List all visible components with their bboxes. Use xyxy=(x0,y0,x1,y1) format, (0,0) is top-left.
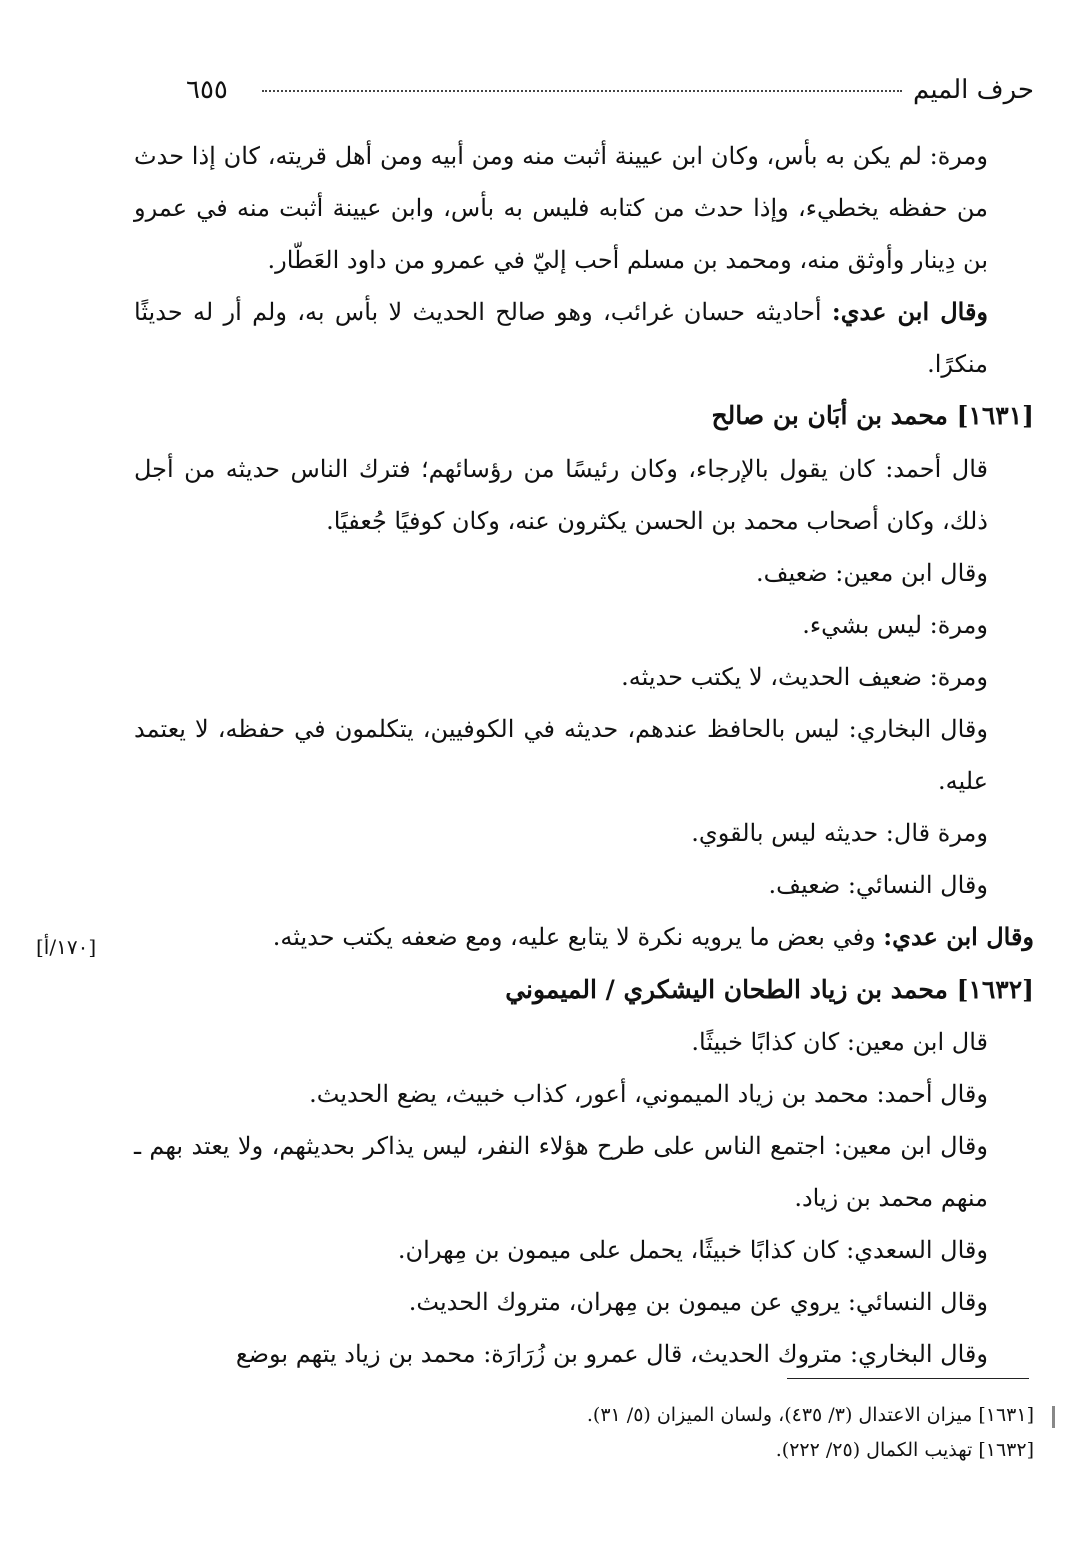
paragraph: ومرة: لم يكن به بأس، وكان ابن عيينة أثبت منه ومن أبيه ومن أهل قريته، كان إذا حدث من حفظه يخطيء، وإذا حدث من كتابه فليس به بأس، وابن عيينة أثبت منه في عمرو بن دِينار وأوثق منه، ومحمد بن مسلم أحب إليّ في عمرو من داود العَطّار. xyxy=(134,142,988,275)
paragraph: وقال أحمد: محمد بن زياد الميموني، أعور، كذاب خبيث، يضع الحديث. xyxy=(309,1079,988,1108)
paragraph: وقال النسائي: يروي عن ميمون بن مِهران، متروك الحديث. xyxy=(408,1288,988,1317)
footnote: [١٦٣١] ميزان الاعتدال (٣/ ٤٣٥)، ولسان الميزان (٥/ ٣١). xyxy=(586,1404,1034,1426)
paragraph: قال ابن معين: كان كذابًا خبيثًا. xyxy=(691,1027,988,1056)
paragraph: ومرة: ضعيف الحديث، لا يكتب حديثه. xyxy=(621,662,988,691)
scan-artifact xyxy=(1052,1406,1055,1428)
paragraph: وقال البخاري: ليس بالحافظ عندهم، حديثه في الكوفيين، يتكلمون في حفظه، لا يعتمد عليه. xyxy=(134,715,988,796)
paragraph: ومرة: ليس بشيء. xyxy=(802,610,988,639)
paragraph: وقال البخاري: متروك الحديث، قال عمرو بن زُرَارَة: محمد بن زياد يتهم بوضع xyxy=(235,1340,988,1369)
paragraph: وقال السعدي: كان كذابًا خبيثًا، يحمل على ميمون بن مِهران. xyxy=(397,1235,988,1264)
footnote: [١٦٣٢] تهذيب الكمال (٢٥/ ٢٢٢). xyxy=(775,1439,1034,1461)
manuscript-folio-ref: [١٧٠/أ] xyxy=(36,935,97,959)
speaker-label: وقال ابن عدي: xyxy=(883,922,1034,952)
paragraph: ومرة قال: حديثه ليس بالقوي. xyxy=(691,819,988,848)
running-head: حرف الميم xyxy=(913,75,1034,105)
page-number: ٦٥٥ xyxy=(186,75,228,105)
paragraph xyxy=(134,286,1034,390)
footnotes xyxy=(94,1398,1034,1468)
paragraph: قال أحمد: كان يقول بالإرجاء، وكان رئيسًا من رؤسائهم؛ فترك الناس حديثه من أجل ذلك، وكان أصحاب محمد بن الحسن يكثرون عنه، وكان كوفيًا جُعفيًا. xyxy=(134,454,988,535)
paragraph xyxy=(134,911,1034,963)
paragraph: وقال النسائي: ضعيف. xyxy=(768,871,988,900)
paragraph: وقال ابن معين: ضعيف. xyxy=(755,558,988,587)
header-rule xyxy=(262,90,902,92)
entry-title-1632: [١٦٣٢] محمد بن زياد الطحان اليشكري / الميموني xyxy=(505,974,1034,1004)
body-text xyxy=(134,130,1034,1380)
paragraph-text: أحاديثه حسان غرائب، وهو صالح الحديث لا بأس به، ولم أر له حديثًا منكرًا. xyxy=(134,298,988,379)
footnote-rule xyxy=(787,1378,1029,1379)
paragraph-text: وفي بعض ما يرويه نكرة لا يتابع عليه، ومع ضعفه يكتب حديثه. xyxy=(272,923,884,952)
entry-title-1631: [١٦٣١] محمد بن أبَان بن صالح xyxy=(711,401,1034,431)
paragraph: وقال ابن معين: اجتمع الناس على طرح هؤلاء النفر، ليس يذاكر بحديثهم، ولا يعتد بهم ـ منهم محمد بن زياد. xyxy=(134,1131,988,1212)
speaker-label: وقال ابن عدي: xyxy=(831,297,989,327)
